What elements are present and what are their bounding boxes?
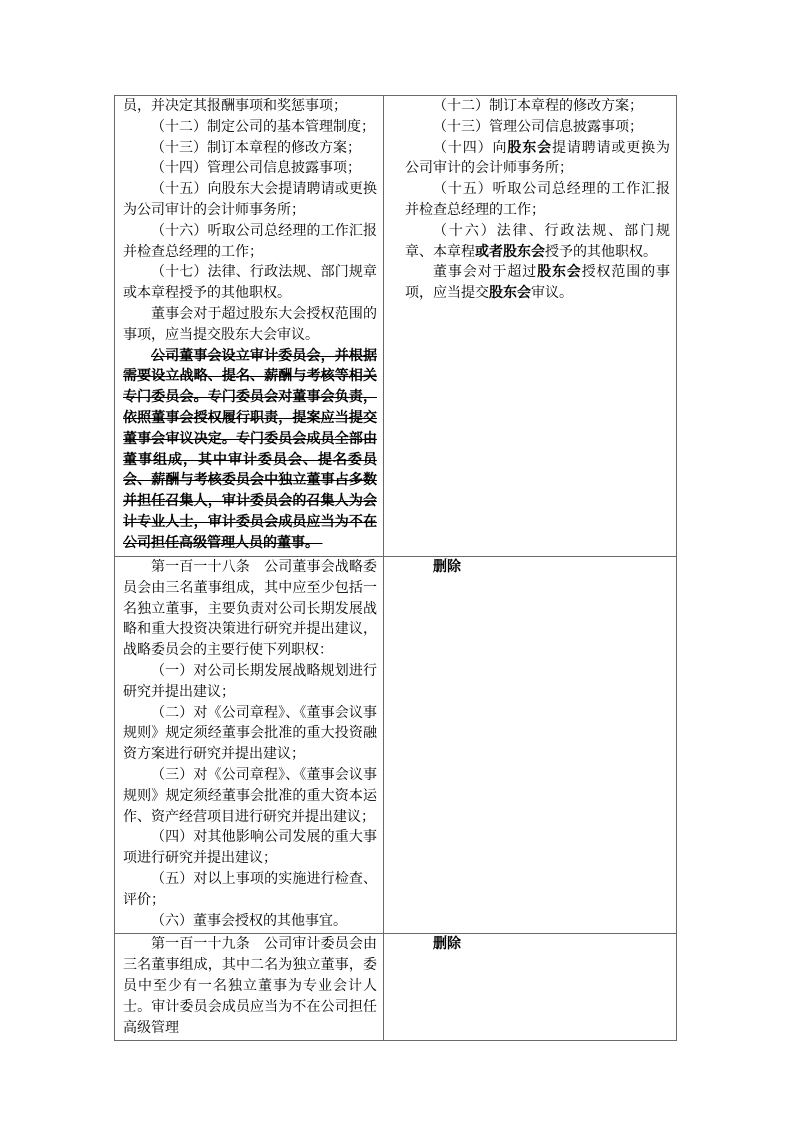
table-row: [115, 934, 677, 1041]
text-run: （五）对以上事项的实施进行检查、评价；: [123, 871, 377, 908]
paragraph: [123, 558, 377, 662]
text-run: （十六）听取公司总经理的工作汇报并检查总经理的工作；: [123, 223, 377, 260]
paragraph: [123, 180, 377, 222]
old-text-cell: [115, 557, 384, 934]
text-run: （四）对其他影响公司发展的重大事项进行研究并提出建议；: [123, 830, 377, 867]
paragraph: [405, 222, 670, 264]
bold-text-run: 或者股东会: [475, 244, 545, 260]
deleted-text-run: 公司董事会设立审计委员会，并根据需要设立战略、提名、薪酬与考核等相关专门委员会。专门委员会对董事会负责，依照董事会授权履行职责，提案应当提交董事会审议决定。专门委员会成员全部由董事组成，其中审计委员会、提名委员会、薪酬与考核委员会中独立董事占多数并担任召集人，审计委员会的召集人为会计专业人士，审计委员会成员应当为不在公司担任高级管理人员的董事。: [123, 348, 377, 551]
text-run: （十四）向: [433, 140, 508, 156]
paragraph: [123, 263, 377, 305]
text-run: （三）对《公司章程》、《董事会议事规则》规定须经董事会批准的重大资本运作、资产经营项目进行研究并提出建议；: [123, 767, 377, 825]
bold-text-run: 股东会: [507, 140, 552, 156]
paragraph: [123, 347, 377, 555]
text-run: 董事会对于超过: [433, 265, 538, 281]
paragraph: [123, 912, 377, 933]
text-run: （十二）制定公司的基本管理制度；: [151, 119, 375, 135]
paragraph: [405, 97, 670, 118]
paragraph: [123, 305, 377, 347]
text-run: （二）对《公司章程》、《董事会议事规则》规定须经董事会批准的重大投资融资方案进行研究并提出建议；: [123, 705, 377, 763]
text-run: （十七）法律、行政法规、部门规章或本章程授予的其他职权。: [123, 265, 377, 302]
paragraph: [405, 263, 670, 305]
new-text-cell: [384, 96, 677, 557]
text-run: 员，并决定其报酬事项和奖惩事项；: [123, 99, 347, 114]
paragraph: [123, 766, 377, 828]
paragraph: [405, 118, 670, 139]
bold-text-run: 删除: [433, 937, 461, 953]
text-run: 提请聘请或更换为公司审计的会计师事务所；: [405, 140, 671, 177]
bold-text-run: 股东会: [489, 286, 531, 302]
table-row: [115, 96, 677, 557]
text-run: （十五）向股东大会提请聘请或更换为公司审计的会计师事务所；: [123, 182, 377, 218]
text-run: （十三）管理公司信息披露事项；: [433, 119, 643, 135]
paragraph: [123, 870, 377, 912]
paragraph: [123, 662, 377, 704]
paragraph: [123, 118, 377, 139]
paragraph: [123, 704, 377, 766]
bold-text-run: 删除: [433, 560, 461, 575]
text-run: 第一百一十八条 公司董事会战略委员会由三名董事组成，其中应至少包括一名独立董事，主要负责对公司长期发展战略和重大投资决策进行研究并提出建议，战略委员会的主要行使下列职权：: [123, 560, 377, 659]
new-text-cell: [384, 557, 677, 934]
new-text-cell: [384, 934, 677, 1041]
old-text-cell: [115, 96, 384, 557]
bold-text-run: 股东会: [537, 265, 582, 281]
paragraph: [123, 222, 377, 264]
text-run: （十六）法律、行政法规、部门规章、本章程: [405, 223, 670, 260]
text-run: （十三）制订本章程的修改方案；: [151, 140, 361, 156]
old-text-cell: [115, 934, 384, 1041]
paragraph: [405, 558, 670, 579]
text-run: 授予的其他职权。: [545, 244, 657, 260]
paragraph: [123, 139, 377, 160]
paragraph: [123, 935, 377, 1039]
text-run: （六）董事会授权的其他事宜。: [151, 913, 347, 929]
text-run: 授权范围的事项，应当提交: [405, 265, 671, 302]
text-run: 第一百一十九条 公司审计委员会由三名董事组成，其中二名为独立董事，委员中至少有一名独立董事为专业会计人士。审计委员会成员应当为不在公司担任高级管理: [123, 937, 377, 1036]
comparison-table-body: [115, 96, 677, 1041]
table-row: [115, 557, 677, 934]
text-run: （十四）管理公司信息披露事项；: [151, 161, 361, 177]
paragraph: [405, 935, 670, 956]
paragraph: [123, 159, 377, 180]
paragraph: [405, 180, 670, 222]
text-run: （十二）制订本章程的修改方案；: [433, 99, 643, 114]
text-run: （十五）听取公司总经理的工作汇报并检查总经理的工作；: [405, 182, 670, 218]
text-run: 董事会对于超过股东大会授权范围的事项，应当提交股东大会审议。: [123, 306, 377, 343]
paragraph: [123, 97, 377, 118]
paragraph: [405, 139, 670, 181]
comparison-table: [114, 95, 677, 1041]
text-run: 审议。: [531, 286, 573, 302]
paragraph: [123, 828, 377, 870]
text-run: （一）对公司长期发展战略规划进行研究并提出建议；: [123, 663, 377, 700]
